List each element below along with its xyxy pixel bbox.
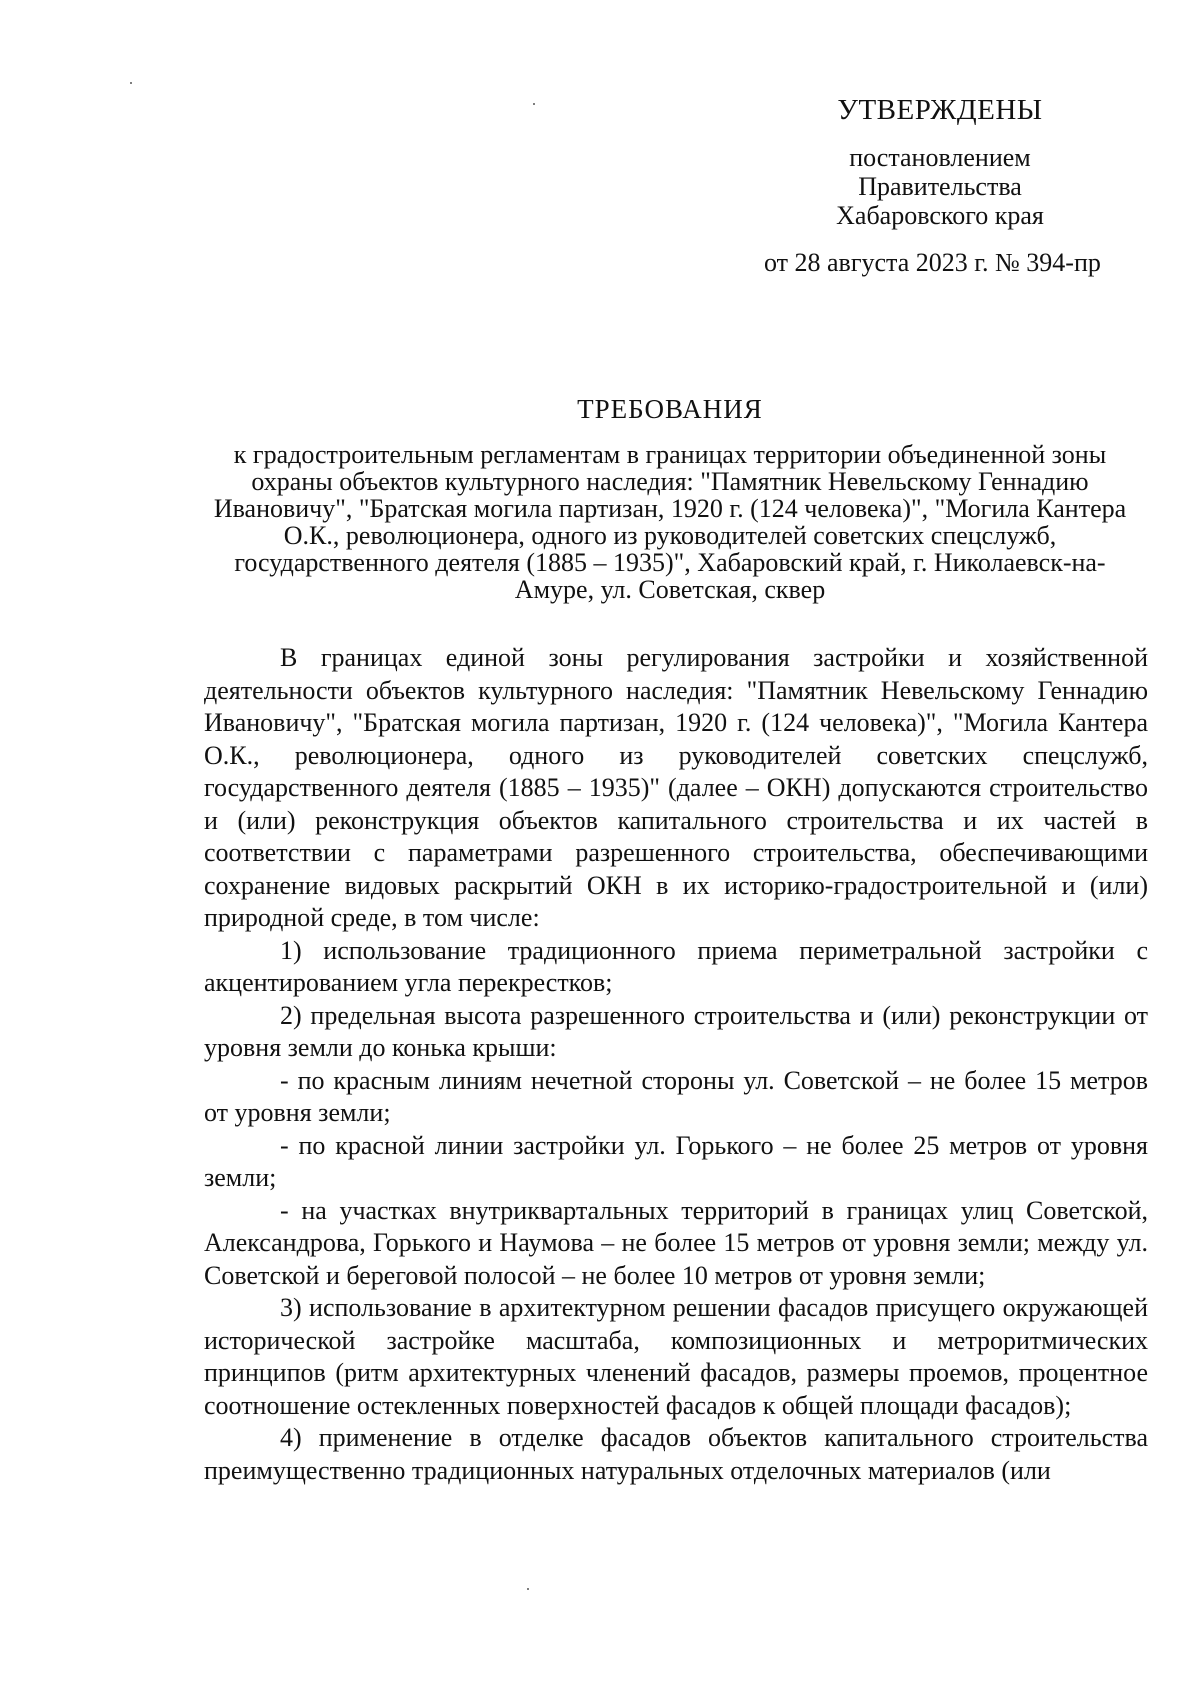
approved-by-line: Правительства [858, 172, 1022, 201]
scan-speck [130, 82, 132, 84]
list-item-3: 3) использование в архитектурном решении фасадов присущего окружающей исторической застройке масштаба, композиционных и метроритмических принципов (ритм архитектурных членений фасадов, размеры проемов, процентное соотношение остекленных поверхностей фасадов к общей площади фасадов); [204, 1293, 1148, 1420]
document-body [204, 642, 1148, 1487]
document-title-block [195, 394, 1145, 603]
approved-by-line: Хабаровского края [836, 201, 1044, 230]
intro-paragraph: В границах единой зоны регулирования застройки и хозяйственной деятельности объектов культурного наследия: "Памятник Невельскому Геннадию Ивановичу", "Братская могила партизан, 1920 г. (124 человека)", "Могила Кантера О.К., революционера, одного из руководителей советских спецслужб, государственного деятеля (1885 – 1935)" (далее – ОКН) допускаются строительство и (или) реконструкция объектов капитального строительства и их частей в соответствии с параметрами разрешенного строительства, обеспечивающими сохранение видовых раскрытий ОКН в их историко-градостроительной и (или) природной среде, в том числе: [204, 643, 1148, 932]
approved-label: УТВЕРЖДЕНЫ [837, 94, 1043, 126]
list-item-4: 4) применение в отделке фасадов объектов капитального строительства преимущественно традиционных натуральных отделочных материалов (или [204, 1423, 1148, 1485]
list-subitem-2a: - по красным линиям нечетной стороны ул. Советской – не более 15 метров от уровня земли; [204, 1065, 1148, 1127]
approved-by-line: постановлением [849, 143, 1031, 172]
resolution-date-number: от 28 августа 2023 г. № 394-пр [764, 248, 1101, 277]
list-item-2: 2) предельная высота разрешенного строительства и (или) реконструкции от уровня земли до конька крыши: [204, 1000, 1148, 1062]
document-subtitle: к градостроительным регламентам в границах территории объединенной зоны охраны объектов культурного наследия: "Памятник Невельскому Геннадию Ивановичу", "Братская могила партизан, 1920 г. (124 человека)", "Могила Кантера О.К., революционера, одного из руководителей советских спецслужб, государственного деятеля (1885 – 1935)", Хабаровский край, г. Николаевск-на-Амуре, ул. Советская, сквер [213, 440, 1127, 604]
list-item-1: 1) использование традиционного приема периметральной застройки с акцентированием угла перекрестков; [204, 935, 1148, 997]
list-subitem-2c: - на участках внутриквартальных территорий в границах улиц Советской, Александрова, Горького и Наумова – не более 15 метров от уровня земли; между ул. Советской и береговой полосой – не более 10 метров от уровня земли; [204, 1195, 1148, 1290]
approval-stamp-block [740, 96, 1140, 277]
scan-speck [527, 1588, 529, 1590]
scan-speck [533, 103, 535, 105]
list-subitem-2b: - по красной линии застройки ул. Горького – не более 25 метров от уровня земли; [204, 1130, 1148, 1192]
document-heading: ТРЕБОВАНИЯ [577, 394, 763, 424]
